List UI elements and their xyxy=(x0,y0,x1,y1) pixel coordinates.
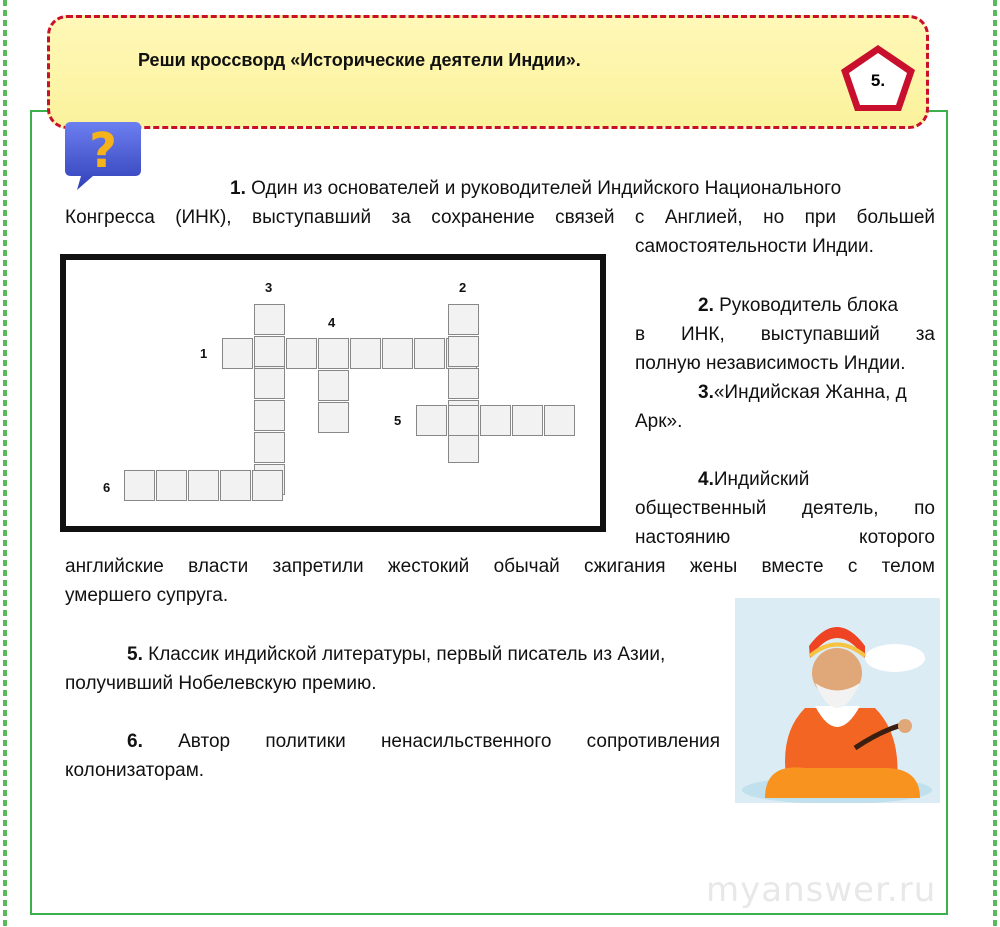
task-title: Реши кроссворд «Исторические деятели Индии». xyxy=(138,50,581,70)
crossword-cell[interactable] xyxy=(222,338,253,369)
crossword-cell[interactable] xyxy=(220,470,251,501)
crossword-cell[interactable] xyxy=(254,432,285,463)
crossword-cell[interactable] xyxy=(350,338,381,369)
crossword-cell[interactable] xyxy=(448,336,479,367)
page-border-right xyxy=(993,0,997,927)
crossword-cell[interactable] xyxy=(124,470,155,501)
clue-1: 1. Один из основателей и руководителей Индийского Национального xyxy=(230,178,842,199)
crossword-cell[interactable] xyxy=(254,368,285,399)
crossword-cell[interactable] xyxy=(254,336,285,367)
clue-5: 5. Классик индийской литературы, первый писатель из Азии, xyxy=(127,644,666,665)
crossword-cell[interactable] xyxy=(416,405,447,436)
crossword-number-3: 3 xyxy=(265,280,273,295)
crossword-cell[interactable] xyxy=(448,432,479,463)
crossword-number-5: 5 xyxy=(394,413,402,428)
clue-2-line3: полную независимость Индии. xyxy=(635,353,906,374)
crossword-cell[interactable] xyxy=(544,405,575,436)
crossword-cell[interactable] xyxy=(318,338,349,369)
crossword-number-4: 4 xyxy=(328,315,336,330)
clue-3-line2: Арк». xyxy=(635,411,683,432)
crossword-cell[interactable] xyxy=(252,470,283,501)
clue-4-line5: умершего супруга. xyxy=(65,585,229,606)
clue-6-line2: колонизаторам. xyxy=(65,760,205,781)
clue-6: 6. Автор политики ненасильственного сопротивления xyxy=(127,731,720,752)
clue-2: 2. Руководитель блока xyxy=(698,295,899,316)
clue-4-line2: общественный деятель, по xyxy=(635,498,935,519)
task-number: 5. xyxy=(870,71,886,90)
crossword-cell[interactable] xyxy=(254,400,285,431)
crossword-cell[interactable] xyxy=(448,304,479,335)
clue-2-line2: в ИНК, выступавший за xyxy=(635,324,935,345)
crossword-cell[interactable] xyxy=(188,470,219,501)
clue-4-line3: настоянию которого xyxy=(635,527,935,548)
crossword-cell[interactable] xyxy=(254,304,285,335)
page-border-left xyxy=(3,0,7,927)
sadhu-illustration xyxy=(735,598,940,803)
crossword-cell[interactable] xyxy=(448,368,479,399)
crossword-number-6: 6 xyxy=(103,480,111,495)
crossword-number-1: 1 xyxy=(200,346,208,361)
clue-3: 3.«Индийская Жанна, д xyxy=(698,382,907,403)
crossword-cell[interactable] xyxy=(414,338,445,369)
task-number-badge xyxy=(838,42,918,114)
crossword-cell[interactable] xyxy=(318,370,349,401)
watermark: myanswer.ru xyxy=(706,870,937,910)
crossword-cell[interactable] xyxy=(512,405,543,436)
svg-text:?: ? xyxy=(89,123,117,179)
crossword-number-2: 2 xyxy=(459,280,467,295)
crossword-cell[interactable] xyxy=(156,470,187,501)
clue-1-line2: Конгресса (ИНК), выступавший за сохранение связей с Англией, но при большей xyxy=(65,207,935,228)
crossword-cell[interactable] xyxy=(382,338,413,369)
crossword-cell[interactable] xyxy=(318,402,349,433)
crossword-cell[interactable] xyxy=(286,338,317,369)
crossword-cell[interactable] xyxy=(448,405,479,436)
crossword-cell[interactable] xyxy=(480,405,511,436)
clue-4-line4: английские власти запретили жестокий обычай сжигания жены вместе с телом xyxy=(65,556,935,577)
clue-4: 4.Индийский xyxy=(698,469,810,490)
clue-5-line2: получивший Нобелевскую премию. xyxy=(65,673,377,694)
clue-1-line3: самостоятельности Индии. xyxy=(635,236,874,257)
task-banner xyxy=(47,15,929,129)
